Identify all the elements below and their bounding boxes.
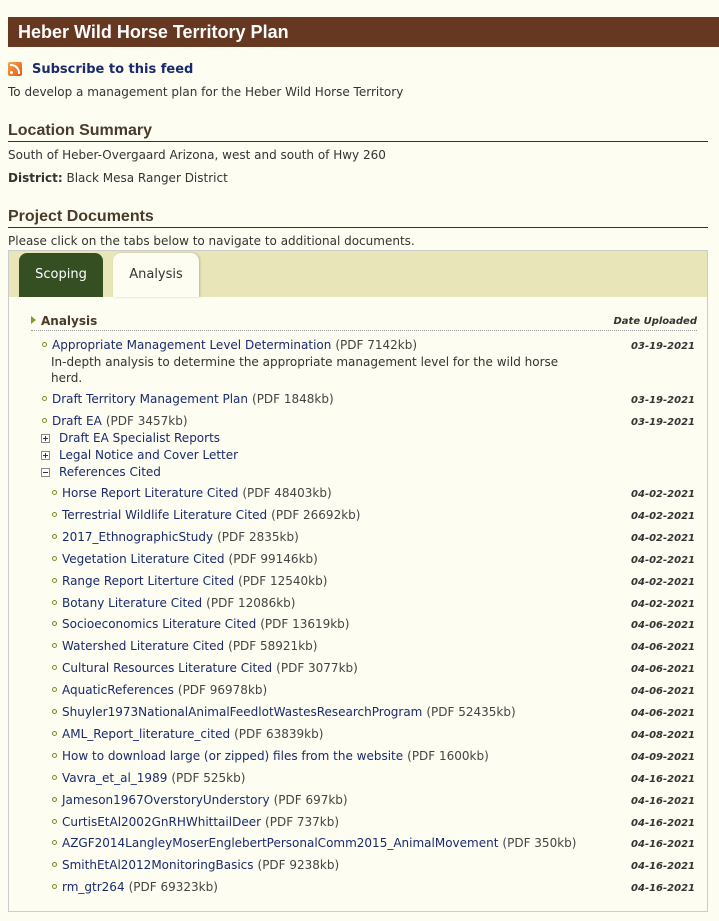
bullet-icon bbox=[52, 884, 57, 889]
upload-date: 04-02-2021 bbox=[631, 576, 695, 588]
file-size: (PDF 26692kb) bbox=[271, 507, 361, 522]
list-item bbox=[9, 530, 707, 550]
document-note: In-depth analysis to determine the appropriate management level for the wild horse herd. bbox=[51, 355, 559, 385]
bullet-icon bbox=[52, 731, 57, 736]
document-link[interactable]: Socioeconomics Literature Cited bbox=[62, 617, 257, 632]
upload-date: 04-16-2021 bbox=[631, 839, 695, 851]
upload-date: 04-16-2021 bbox=[631, 883, 695, 895]
file-size: (PDF 12086kb) bbox=[206, 595, 296, 610]
list-item bbox=[9, 596, 707, 616]
list-item bbox=[9, 661, 707, 681]
list-item bbox=[9, 749, 707, 769]
list-item bbox=[9, 705, 707, 725]
folder-link[interactable]: Legal Notice and Cover Letter bbox=[59, 448, 239, 462]
documents-instructions: Please click on the tabs below to navigate to additional documents. bbox=[8, 234, 415, 248]
bullet-icon bbox=[52, 665, 57, 670]
document-link[interactable]: Jameson1967OverstoryUnderstory bbox=[62, 792, 270, 807]
bullet-icon bbox=[52, 775, 57, 780]
list-item bbox=[9, 683, 707, 703]
file-size: (PDF 99146kb) bbox=[228, 551, 318, 566]
document-link[interactable]: Range Report Literture Cited bbox=[62, 573, 235, 588]
document-link[interactable]: Watershed Literature Cited bbox=[62, 639, 225, 654]
file-size: (PDF 63839kb) bbox=[234, 726, 324, 741]
date-uploaded-header: Date Uploaded bbox=[613, 316, 697, 327]
upload-date: 04-02-2021 bbox=[631, 510, 695, 522]
upload-date: 04-16-2021 bbox=[631, 817, 695, 829]
document-link[interactable]: AML_Report_literature_cited bbox=[62, 726, 231, 741]
document-link[interactable]: Draft EA bbox=[52, 414, 102, 428]
bullet-icon bbox=[52, 840, 57, 845]
file-size: (PDF 350kb) bbox=[502, 836, 577, 851]
list-item bbox=[9, 508, 707, 528]
bullet-icon bbox=[52, 687, 57, 692]
upload-date: 04-06-2021 bbox=[631, 642, 695, 654]
list-item bbox=[9, 727, 707, 747]
district-value: Black Mesa Ranger District bbox=[66, 171, 228, 185]
location-text: South of Heber-Overgaard Arizona, west and south of Hwy 260 bbox=[8, 148, 386, 162]
document-link[interactable]: Vavra_et_al_1989 bbox=[62, 770, 168, 785]
file-size: (PDF 737kb) bbox=[265, 814, 340, 829]
district-label: District: bbox=[8, 171, 63, 185]
document-link[interactable]: How to download large (or zipped) files from the website bbox=[62, 748, 404, 763]
upload-date: 04-02-2021 bbox=[631, 598, 695, 610]
file-size: (PDF 3077kb) bbox=[276, 661, 358, 676]
upload-date: 04-06-2021 bbox=[631, 620, 695, 632]
upload-date: 04-02-2021 bbox=[631, 554, 695, 566]
bullet-icon bbox=[52, 643, 57, 648]
file-size: (PDF 2835kb) bbox=[217, 529, 299, 544]
document-link[interactable]: Horse Report Literature Cited bbox=[62, 486, 239, 500]
tab-analysis[interactable]: Analysis bbox=[113, 253, 199, 297]
document-link[interactable]: Terrestrial Wildlife Literature Cited bbox=[62, 507, 268, 522]
file-size: (PDF 3457kb) bbox=[105, 414, 188, 428]
subscribe-feed[interactable] bbox=[8, 61, 193, 77]
file-size: (PDF 1600kb) bbox=[407, 748, 489, 763]
bullet-icon bbox=[42, 342, 47, 347]
tab-scoping[interactable]: Scoping bbox=[19, 253, 103, 297]
bullet-icon bbox=[52, 709, 57, 714]
file-size: (PDF 48403kb) bbox=[242, 486, 332, 500]
document-link[interactable]: Draft Territory Management Plan bbox=[52, 392, 249, 406]
list-item bbox=[9, 815, 707, 835]
upload-date: 04-06-2021 bbox=[631, 708, 695, 719]
collapse-icon[interactable] bbox=[41, 468, 50, 477]
bullet-icon bbox=[52, 556, 57, 561]
upload-date: 04-16-2021 bbox=[631, 773, 695, 785]
section-header bbox=[31, 314, 697, 331]
file-size: (PDF 96978kb) bbox=[177, 683, 268, 698]
district-line bbox=[8, 171, 228, 185]
document-link[interactable]: AquaticReferences bbox=[62, 683, 174, 698]
upload-date: 04-06-2021 bbox=[631, 686, 695, 698]
file-size: (PDF 9238kb) bbox=[257, 858, 340, 873]
bullet-icon bbox=[52, 490, 57, 495]
document-link[interactable]: AZGF2014LangleyMoserEnglebertPersonalComm2015_AnimalMovement bbox=[62, 836, 499, 851]
upload-date: 04-09-2021 bbox=[631, 751, 695, 763]
bullet-icon bbox=[42, 396, 47, 401]
bullet-icon bbox=[52, 862, 57, 867]
file-size: (PDF 12540kb) bbox=[238, 573, 328, 588]
document-link[interactable]: 2017_EthnographicStudy bbox=[62, 529, 214, 544]
list-item bbox=[9, 392, 707, 412]
folder-link[interactable]: Draft EA Specialist Reports bbox=[59, 431, 221, 445]
file-size: (PDF 7142kb) bbox=[335, 338, 418, 352]
upload-date: 04-16-2021 bbox=[631, 861, 695, 873]
document-link[interactable]: Shuyler1973NationalAnimalFeedlotWastesResearchProgram bbox=[62, 705, 423, 719]
bullet-icon bbox=[42, 418, 47, 423]
project-description: To develop a management plan for the Heber Wild Horse Territory bbox=[8, 85, 404, 99]
file-size: (PDF 69323kb) bbox=[128, 880, 218, 895]
documents-panel bbox=[8, 250, 708, 912]
documents-heading: Project Documents bbox=[8, 208, 708, 228]
document-link[interactable]: CurtisEtAl2002GnRHWhittailDeer bbox=[62, 814, 262, 829]
upload-date: 04-08-2021 bbox=[631, 729, 695, 741]
expand-icon[interactable] bbox=[41, 434, 50, 443]
rss-icon[interactable] bbox=[8, 62, 22, 76]
file-size: (PDF 1848kb) bbox=[252, 392, 334, 406]
folder-item[interactable] bbox=[9, 465, 707, 485]
upload-date: 04-16-2021 bbox=[631, 795, 695, 807]
file-size: (PDF 697kb) bbox=[273, 792, 348, 807]
document-link[interactable]: rm_gtr264 bbox=[62, 880, 125, 895]
list-item bbox=[9, 793, 707, 813]
section-title[interactable]: Analysis bbox=[31, 314, 97, 328]
file-size: (PDF 13619kb) bbox=[260, 617, 350, 632]
document-link[interactable]: Cultural Resources Literature Cited bbox=[62, 661, 273, 676]
bullet-icon bbox=[52, 512, 57, 517]
document-link[interactable]: SmithEtAl2012MonitoringBasics bbox=[62, 858, 254, 873]
upload-date: 03-19-2021 bbox=[631, 341, 695, 352]
upload-date: 03-19-2021 bbox=[631, 395, 695, 406]
file-size: (PDF 58921kb) bbox=[228, 639, 318, 654]
location-heading: Location Summary bbox=[8, 122, 708, 142]
upload-date: 04-02-2021 bbox=[631, 489, 695, 500]
upload-date: 04-02-2021 bbox=[631, 532, 695, 544]
folder-link[interactable]: References Cited bbox=[59, 465, 161, 479]
document-link[interactable]: Appropriate Management Level Determination bbox=[52, 338, 332, 352]
list-item bbox=[9, 639, 707, 659]
document-link[interactable]: Botany Literature Cited bbox=[62, 595, 203, 610]
bullet-icon bbox=[52, 600, 57, 605]
expand-icon[interactable] bbox=[41, 451, 50, 460]
file-size: (PDF 52435kb) bbox=[426, 705, 516, 719]
list-item bbox=[9, 836, 707, 856]
list-item bbox=[9, 880, 707, 900]
list-item bbox=[9, 771, 707, 791]
list-item bbox=[9, 552, 707, 572]
list-item bbox=[9, 858, 707, 878]
upload-date: 03-19-2021 bbox=[631, 417, 695, 428]
bullet-icon bbox=[52, 621, 57, 626]
list-item bbox=[9, 486, 707, 506]
document-link[interactable]: Vegetation Literature Cited bbox=[62, 551, 225, 566]
page-title: Heber Wild Horse Territory Plan bbox=[8, 17, 719, 47]
subscribe-link[interactable]: Subscribe to this feed bbox=[32, 61, 194, 77]
bullet-icon bbox=[52, 819, 57, 824]
bullet-icon bbox=[52, 797, 57, 802]
bullet-icon bbox=[52, 578, 57, 583]
list-item bbox=[9, 617, 707, 637]
bullet-icon bbox=[52, 534, 57, 539]
bullet-icon bbox=[52, 753, 57, 758]
file-size: (PDF 525kb) bbox=[171, 770, 246, 785]
upload-date: 04-06-2021 bbox=[631, 664, 695, 676]
list-item bbox=[9, 574, 707, 594]
tab-strip bbox=[9, 251, 707, 297]
